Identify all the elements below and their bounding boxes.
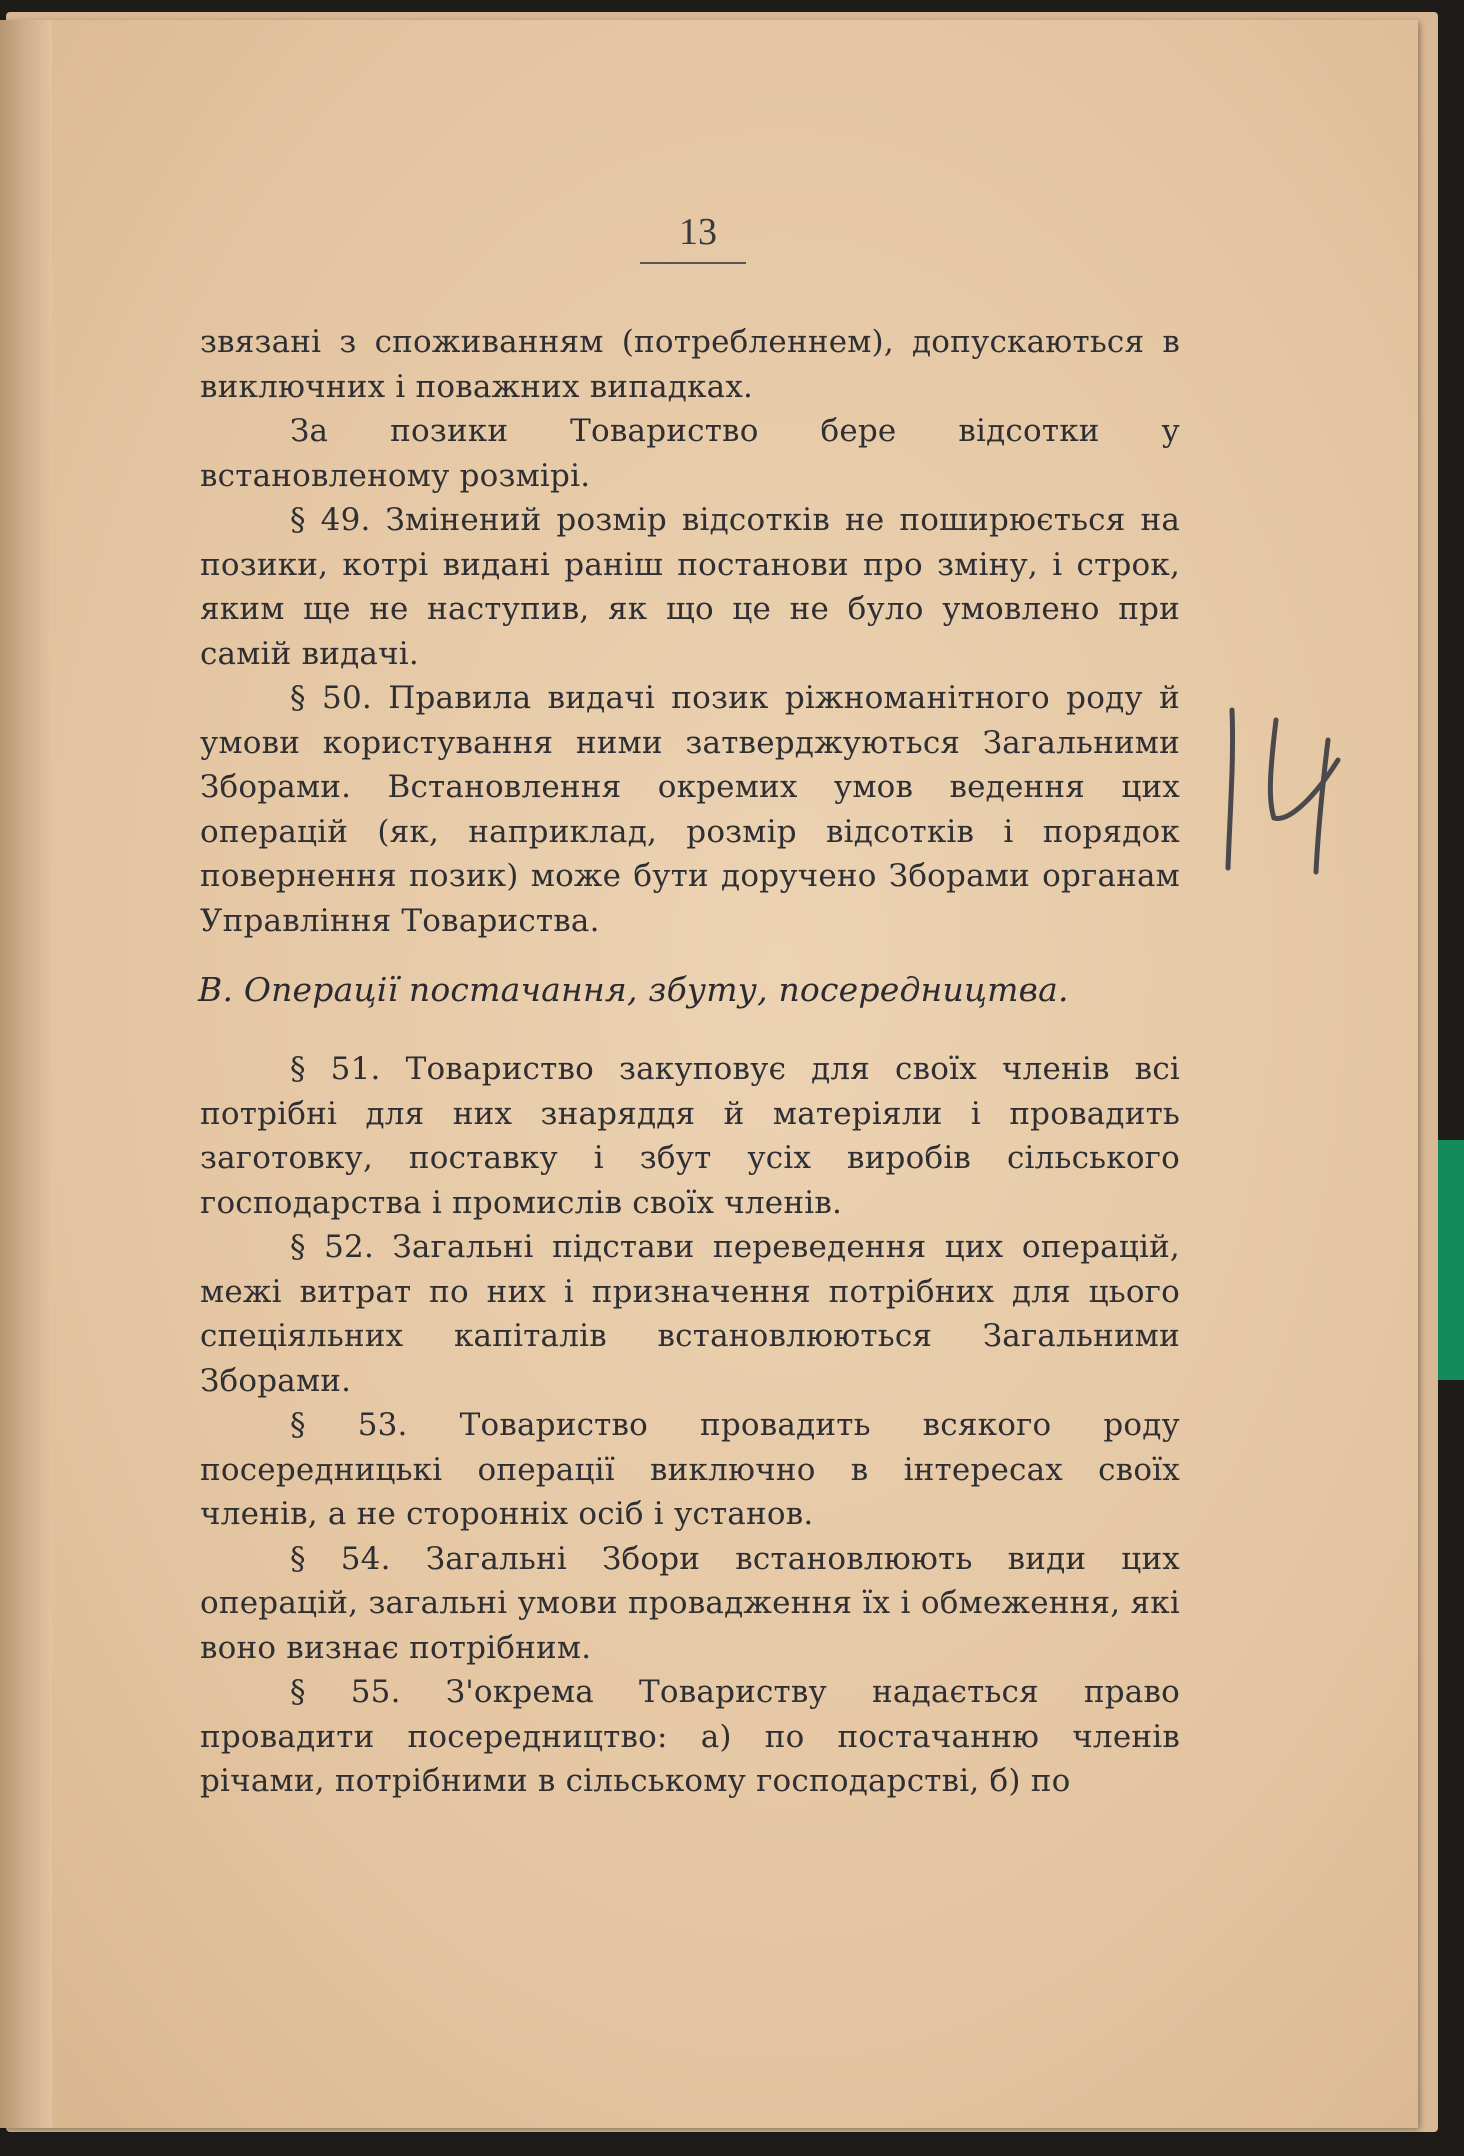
paragraph: § 51. Товариство закуповує для своїх членів всі потрібні для них знаряддя й матеріяли і провадить заготовку, поставку і збут усіх виробів сільського господарства і промислів своїх членів. [200, 1051, 1180, 1221]
section-heading: В. Операції постачання, збуту, посередництва. [198, 970, 1069, 1009]
paragraph: звязані з споживанням (потребленнем), допускаються в виключних і поважних випадках. [200, 324, 1180, 405]
paragraph: § 50. Правила видачі позик ріжноманітного роду й умови користування ними затверджуються Загальними Зборами. Встановлення окремих умов ведення цих операцій (як, наприклад, розмір відсотків і порядок повернення позик) може бути доручено Зборами органам Управління Товариства. [200, 680, 1180, 939]
book-spine-shadow [0, 20, 52, 2128]
page-number-underline [640, 262, 746, 264]
body-text [200, 320, 1180, 1804]
paragraphs-after-heading [200, 1047, 1180, 1804]
paragraph: За позики Товариство бере відсотки у встановленому розмірі. [200, 413, 1180, 494]
paragraph: § 55. З'окрема Товариству надається право провадити посередництво: а) по постачанню членів річами, потрібними в сільському господарстві, б) по [200, 1674, 1180, 1799]
paragraph: § 49. Змінений розмір відсотків не поширюється на позики, котрі видані раніш постанови про зміну, і строк, яким ще не наступив, як що це не було умовлено при самій видачі. [200, 502, 1180, 672]
paragraph: § 52. Загальні підстави переведення цих операцій, межі витрат по них і призначення потрібних для цього спеціяльних капіталів встановлюються Загальними Зборами. [200, 1229, 1180, 1399]
paragraph: § 54. Загальні Збори встановлюють види цих операцій, загальні умови провадження їх і обмеження, які воно визнає потрібним. [200, 1540, 1180, 1666]
paragraph: § 53. Товариство провадить всякого роду посередницькі операції виключно в інтересах своїх членів, а не сторонніх осіб і установ. [200, 1407, 1180, 1532]
handwritten-page-number [1218, 690, 1358, 880]
green-cover-strip [1436, 1140, 1464, 1380]
paragraphs-before-heading [200, 320, 1180, 943]
page-number: 13 [679, 211, 717, 253]
